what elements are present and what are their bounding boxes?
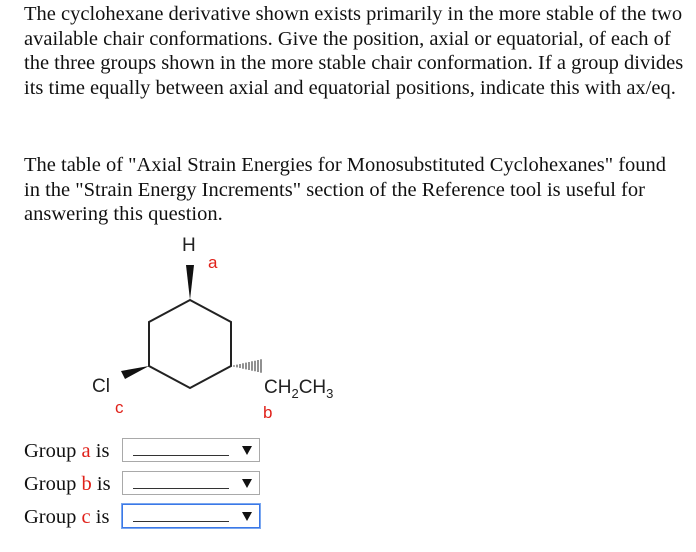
question-paragraph-2: The table of "Axial Strain Energies for Monosubstituted Cyclohexanes" found in the "Strain Energy Increments" section of the Reference tool is useful for answering this question. (24, 154, 667, 225)
answer-prefix: Group (24, 440, 82, 462)
blank-line (133, 488, 229, 489)
blank-line (133, 455, 229, 456)
question-paragraph-1: The cyclohexane derivative shown exists primarily in the more stable of the two available chair conformations. Give the position, axial or equatorial, of each of the three groups shown in the more stable chair conformation. If a group divides its time equally between axial and equatorial positions, indicate this with ax/eq. (24, 3, 684, 99)
answer-row-c (24, 504, 109, 530)
answer-prefix: Group (24, 506, 82, 528)
answer-group-letter: b (81, 473, 92, 495)
answer-suffix: is (90, 440, 110, 462)
atom-h: H (182, 235, 196, 256)
hashed-bond-ethyl (234, 359, 261, 372)
ethyl-ch-2: CH (298, 377, 327, 398)
atom-cl: Cl (92, 376, 110, 397)
group-c-position-select[interactable] (122, 504, 260, 528)
answer-group-letter: c (81, 506, 91, 528)
label-b: b (263, 403, 273, 422)
dropdown-arrow-icon (242, 446, 252, 455)
ethyl-group (264, 377, 333, 401)
answer-row-b (24, 471, 111, 497)
answer-prefix: Group (24, 473, 82, 495)
dropdown-arrow-icon (242, 479, 252, 488)
answer-group-letter: a (81, 440, 91, 462)
ethyl-sub-3: 3 (326, 386, 334, 401)
answer-row-a (24, 438, 109, 464)
cyclohexane-ring (149, 300, 231, 388)
ethyl-ch: CH (264, 377, 292, 398)
answer-suffix: is (91, 473, 111, 495)
ethyl-sub-2: 2 (291, 386, 299, 401)
wedge-bond-cl (121, 366, 149, 379)
blank-line (133, 521, 229, 522)
group-a-position-select[interactable] (122, 438, 260, 462)
label-a: a (208, 253, 218, 272)
dropdown-arrow-icon (242, 512, 252, 521)
label-c: c (115, 398, 124, 417)
answer-suffix: is (90, 506, 110, 528)
group-b-position-select[interactable] (122, 471, 260, 495)
wedge-bond-h (186, 265, 194, 300)
